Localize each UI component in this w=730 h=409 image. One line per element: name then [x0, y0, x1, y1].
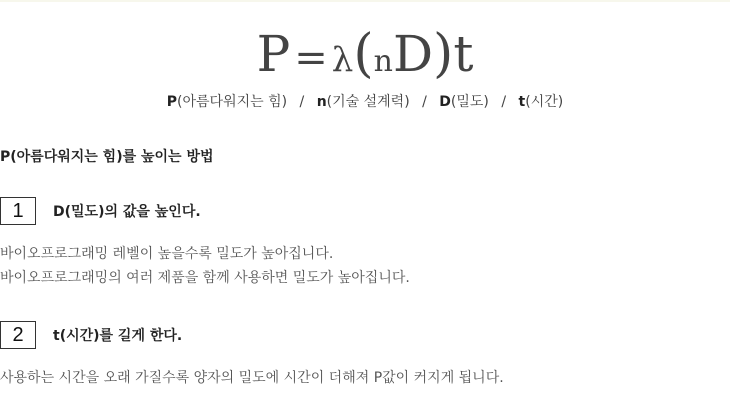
- legend-symbol-n: n: [316, 94, 327, 110]
- legend-desc-t: (시간): [525, 94, 564, 110]
- section-title: P(아름다워지는 힘)를 높이는 방법: [0, 149, 214, 165]
- step-number-box: 2: [0, 321, 36, 349]
- step-2: [0, 321, 182, 349]
- step-2-description: [0, 366, 504, 390]
- formula-equals: =: [294, 35, 328, 81]
- step-1-description: [0, 242, 410, 290]
- formula: [0, 24, 730, 84]
- description-line: 바이오프로그래밍 레벨이 높을수록 밀도가 높아집니다.: [0, 246, 334, 262]
- legend-separator: /: [299, 94, 305, 110]
- legend-symbol-t: t: [518, 94, 526, 110]
- legend-desc-d: (밀도): [450, 94, 489, 110]
- legend-separator: /: [422, 94, 427, 110]
- step-1: [0, 197, 201, 225]
- top-divider: [0, 0, 730, 2]
- formula-lambda: λ: [331, 40, 354, 80]
- legend-separator: /: [501, 94, 507, 110]
- formula-d: D: [392, 25, 434, 83]
- legend-desc-p: (아름다워지는 힘): [177, 94, 288, 110]
- step-number-box: 1: [0, 197, 36, 225]
- legend-symbol-d: D: [439, 94, 451, 110]
- formula-n: n: [373, 44, 393, 79]
- legend-desc-n: (기술 설계력): [326, 94, 410, 110]
- description-line: 사용하는 시간을 오래 가질수록 양자의 밀도에 시간이 더해져 P값이 커지게 됩니다.: [0, 370, 504, 386]
- formula-p: P: [256, 25, 291, 83]
- legend-symbol-p: P: [166, 94, 178, 110]
- step-heading: t(시간)를 길게 한다.: [53, 328, 183, 344]
- description-line: 바이오프로그래밍의 여러 제품을 함께 사용하면 밀도가 높아집니다.: [0, 270, 410, 286]
- formula-legend: [0, 91, 730, 111]
- step-heading: D(밀도)의 값을 높인다.: [53, 204, 201, 220]
- formula-right-paren: ): [433, 24, 454, 84]
- formula-left-paren: (: [353, 24, 374, 84]
- formula-t: t: [453, 25, 474, 83]
